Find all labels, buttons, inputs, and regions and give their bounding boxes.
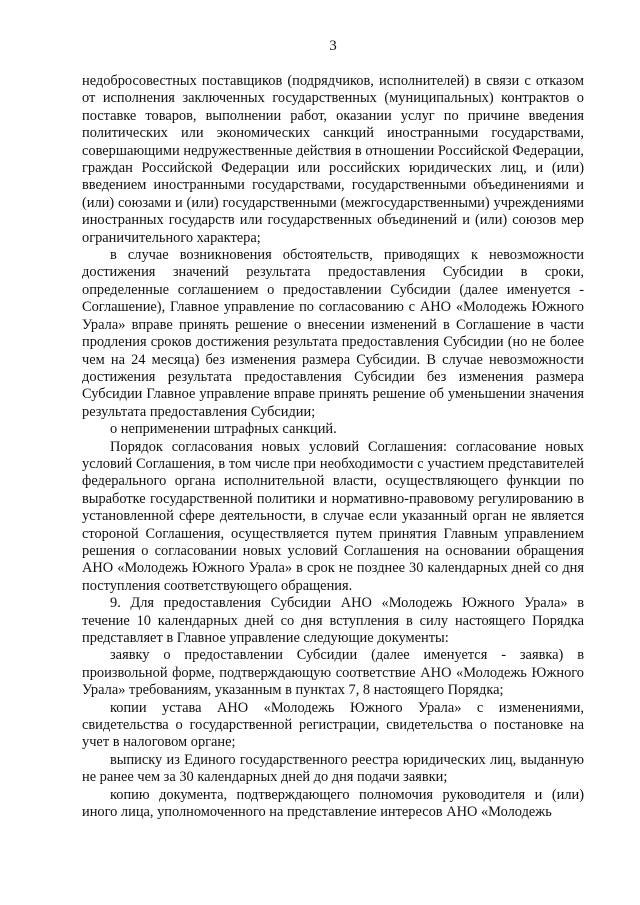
page-number: 3 [329, 38, 337, 54]
paragraph: заявку о предоставлении Субсидии (далее именуется - заявка) в произвольной форме, подтверждающую соответствие АНО «Молодежь Южного Урала» требованиям, указанным в пунктах 7, 8 настоящего Порядка; [82, 647, 584, 699]
paragraph: копии устава АНО «Молодежь Южного Урала» с изменениями, свидетельства о государственной регистрации, свидетельства о постановке на учет в налоговом органе; [82, 699, 584, 751]
paragraph: копию документа, подтверждающего полномочия руководителя и (или) иного лица, уполномоченного на представление интересов АНО «Молодежь [82, 786, 584, 821]
paragraph: Порядок согласования новых условий Соглашения: согласование новых условий Соглашения, в том числе при необходимости с участием представителей федерального органа исполнительной власти, осуществляющего функции по выработке государственной политики и нормативно-правовому регулированию в установленной сфере деятельности, в случае если указанный орган не является стороной Соглашения, осуществляется путем принятия Главным управлением решения о согласовании новых условий Соглашения на основании обращения АНО «Молодежь Южного Урала» в срок не позднее 30 календарных дней со дня поступления соответствующего обращения. [82, 438, 584, 594]
paragraph: недобросовестных поставщиков (подрядчиков, исполнителей) в связи с отказом от исполнения заключенных государственных (муниципальных) контрактов о поставке товаров, выполнении работ, оказании услуг по причине введения политических или экономических санкций иностранными государствами, совершающими недружественные действия в отношении Российской Федерации, граждан Российской Федерации или российских юридических лиц, и (или) введением иностранными государствами, государственными объединениями и (или) союзами и (или) государственными (межгосударственными) учреждениями иностранных государств или государственных объединений и (или) союзов мер ограничительного характера; [82, 73, 584, 246]
paragraph: 9. Для предоставления Субсидии АНО «Молодежь Южного Урала» в течение 10 календарных дней со дня вступления в силу настоящего Порядка представляет в Главное управление следующие документы: [82, 595, 584, 646]
paragraph: в случае возникновения обстоятельств, приводящих к невозможности достижения значений результата предоставления Субсидии в сроки, определенные соглашением о предоставлении Субсидии (далее именуется - Соглашение), Главное управление по согласованию с АНО «Молодежь Южного Урала» вправе принять решение о внесении изменений в Соглашение в части продления сроков достижения результата предоставления Субсидии (но не более чем на 24 месяца) без изменения размера Субсидии. В случае невозможности достижения результата предоставления Субсидии без изменения размера Субсидии Главное управление вправе принять решение об уменьшении значения результата предоставления Субсидии; [82, 247, 584, 420]
paragraph: выписку из Единого государственного реестра юридических лиц, выданную не ранее чем за 30 календарных дней до дня подачи заявки; [82, 751, 584, 786]
document-page [82, 30, 584, 821]
paragraph: о неприменении штрафных санкций. [110, 421, 337, 438]
